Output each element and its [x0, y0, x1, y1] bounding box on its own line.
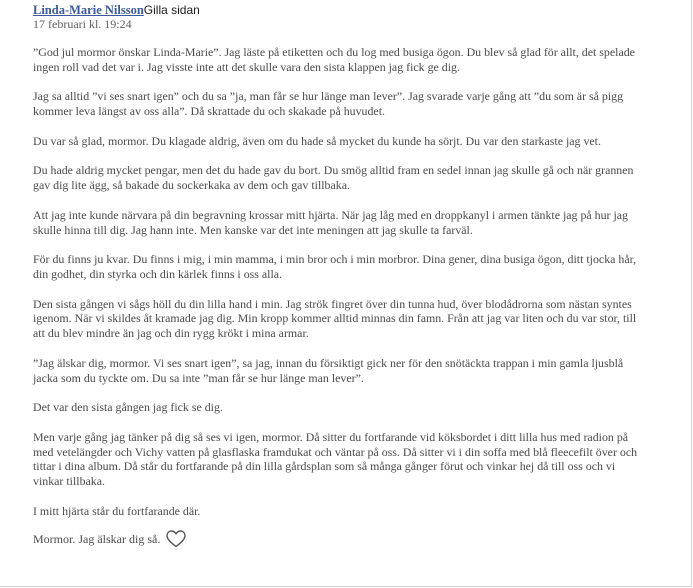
paragraph: Du var så glad, mormor. Du klagade aldrig, även om du hade så mycket du kunde ha sörjt. Du var den starkaste jag vet.: [33, 133, 601, 148]
post-timestamp[interactable]: 17 februari kl. 19:24: [33, 17, 132, 31]
signature-row: [33, 530, 186, 548]
paragraph: Du hade aldrig mycket pengar, men det du hade gav du bort. Du smög alltid fram en sedel innan jag skulle gå och när grannen gav dig lite ägg, så bakade du sockerkaka av dem och gav tillbaka.: [33, 163, 634, 193]
paragraph: Den sista gången vi sågs höll du din lilla hand i min. Jag strök fingret över din tunna hud, över blodådrorna som nästan syntes igenom. När vi skildes åt kramade jag dig. Min kropp kommer alltid minnas din famn. Från att jag var liten och du var stor, till att du blev mindre än jag och din rygg krökt i mina armar.: [33, 296, 637, 341]
like-page-link[interactable]: Gilla sidan: [143, 3, 200, 17]
post-body: [33, 45, 638, 533]
heart-outline-icon[interactable]: [166, 530, 186, 548]
paragraph: Men varje gång jag tänker på dig så ses vi igen, mormor. Då sitter du fortfarande vid köksbordet i ditt lilla hus med radion på med vetelängder och Vichy vatten på glasflaska framdukat och väntar på oss. Då sitter vi i din soffa med blå fleecefilt över och tittar i dina album. Då står du fortfarande på din lilla gårdsplan som så många gånger förut och vinkar hej då till oss och vi vinkar tillbaka.: [33, 429, 638, 489]
paragraph: I mitt hjärta står du fortfarande där.: [33, 503, 201, 518]
author-link[interactable]: Linda-Marie Nilsson: [33, 3, 144, 17]
paragraph: För du finns ju kvar. Du finns i mig, i min mamma, i min bror och i min morbror. Dina gener, dina busiga ögon, ditt tjocka hår, din godhet, din styrka och din kärlek finns i oss alla.: [33, 252, 637, 281]
paragraph: ”God jul mormor önskar Linda-Marie”. Jag läste på etiketten och du log med busiga ögon. Du blev så glad för allt, det spelade ingen roll vad det var i. Jag visste inte att det skulle vara den sista klappen jag fick ge dig.: [33, 45, 635, 74]
paragraph: Jag sa alltid ”vi ses snart igen” och du sa ”ja, man får se hur länge man lever”. Jag svarade varje gång att ”du som är så pigg kommer leva längst av oss alla”. Då skrattade du och skakade på huvudet.: [33, 89, 624, 119]
signature-text: Mormor. Jag älskar dig så.: [33, 532, 161, 546]
paragraph: ”Jag älskar dig, mormor. Vi ses snart igen”, sa jag, innan du försiktigt gick ner för den snötäckta trappan i min gamla ljusblå jacka som du tyckte om. Du sa inte ”man får se hur länge man lever”.: [33, 355, 624, 385]
post-header: [33, 3, 200, 17]
paragraph: Det var den sista gången jag fick se dig.: [33, 400, 223, 415]
paragraph: Att jag inte kunde närvara på din begravning krossar mitt hjärta. När jag låg med en droppkanyl i armen tänkte jag på hur jag skulle hinna till dig. Jag hann inte. Men kanske var det inte meningen att jag skulle ta farväl.: [33, 207, 628, 237]
